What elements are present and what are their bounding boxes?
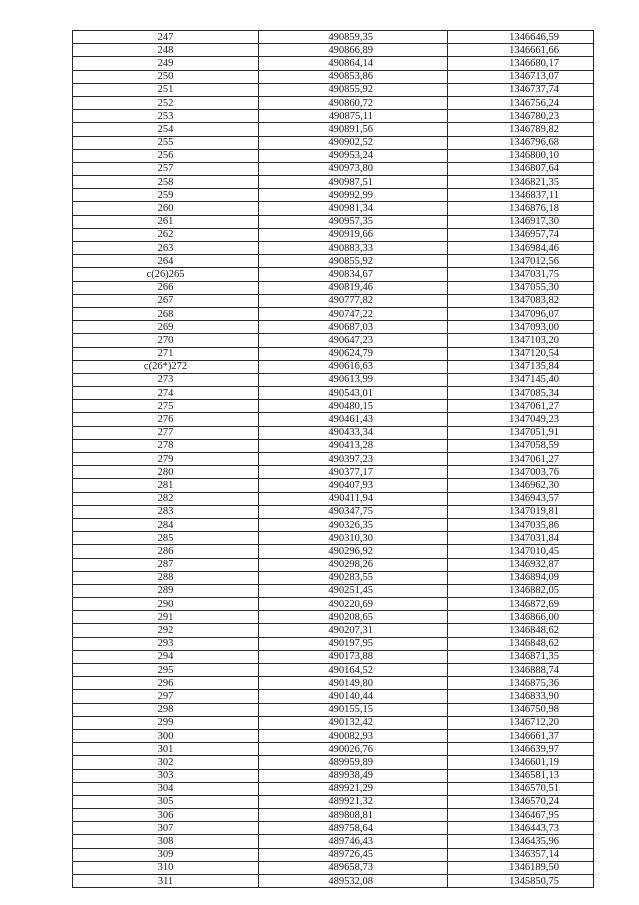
table-row (73, 176, 594, 189)
point-number-cell: 253 (73, 110, 259, 123)
point-number-cell: 305 (73, 795, 259, 808)
table-row (73, 400, 594, 413)
y-coordinate-cell: 1346894,09 (448, 571, 594, 584)
x-coordinate-cell: 490981,34 (259, 202, 448, 215)
x-coordinate-cell: 490461,43 (259, 413, 448, 426)
table-row (73, 545, 594, 558)
y-coordinate-cell: 1346680,17 (448, 57, 594, 70)
table-row (73, 57, 594, 70)
y-coordinate-cell: 1346943,57 (448, 492, 594, 505)
x-coordinate-cell: 489726,45 (259, 848, 448, 861)
point-number-cell: 295 (73, 664, 259, 677)
table-row (73, 321, 594, 334)
table-row (73, 31, 594, 44)
x-coordinate-cell: 490326,35 (259, 518, 448, 531)
y-coordinate-cell: 1347061,27 (448, 400, 594, 413)
x-coordinate-cell: 490197,95 (259, 637, 448, 650)
table-row (73, 677, 594, 690)
point-number-cell: 285 (73, 532, 259, 545)
table-row (73, 268, 594, 281)
x-coordinate-cell: 490026,76 (259, 743, 448, 756)
y-coordinate-cell: 1346917,30 (448, 215, 594, 228)
y-coordinate-cell: 1346443,73 (448, 822, 594, 835)
table-row (73, 202, 594, 215)
point-number-cell: 309 (73, 848, 259, 861)
point-number-cell: 276 (73, 413, 259, 426)
point-number-cell: 270 (73, 334, 259, 347)
point-number-cell: 292 (73, 624, 259, 637)
table-row (73, 413, 594, 426)
table-row (73, 373, 594, 386)
x-coordinate-cell: 490953,24 (259, 149, 448, 162)
x-coordinate-cell: 490834,67 (259, 268, 448, 281)
y-coordinate-cell: 1346737,74 (448, 83, 594, 96)
y-coordinate-cell: 1346639,97 (448, 743, 594, 756)
point-number-cell: 266 (73, 281, 259, 294)
point-number-cell: 287 (73, 558, 259, 571)
table-row (73, 835, 594, 848)
y-coordinate-cell: 1345850,75 (448, 875, 594, 888)
table-row (73, 729, 594, 742)
point-number-cell: 298 (73, 703, 259, 716)
x-coordinate-cell: 490860,72 (259, 96, 448, 109)
table-row (73, 242, 594, 255)
table-row (73, 492, 594, 505)
table-row (73, 123, 594, 136)
x-coordinate-cell: 489746,43 (259, 835, 448, 848)
x-coordinate-cell: 490777,82 (259, 294, 448, 307)
x-coordinate-cell: 490624,79 (259, 347, 448, 360)
point-number-cell: 271 (73, 347, 259, 360)
y-coordinate-cell: 1346467,95 (448, 809, 594, 822)
table-row (73, 466, 594, 479)
point-number-cell: 310 (73, 861, 259, 874)
point-number-cell: 260 (73, 202, 259, 215)
x-coordinate-cell: 490411,94 (259, 492, 448, 505)
y-coordinate-cell: 1347083,82 (448, 294, 594, 307)
x-coordinate-cell: 490819,46 (259, 281, 448, 294)
y-coordinate-cell: 1347003,76 (448, 466, 594, 479)
point-number-cell: 281 (73, 479, 259, 492)
point-number-cell: 257 (73, 162, 259, 175)
point-number-cell: 282 (73, 492, 259, 505)
table-row (73, 809, 594, 822)
x-coordinate-cell: 490082,93 (259, 729, 448, 742)
x-coordinate-cell: 489532,08 (259, 875, 448, 888)
point-number-cell: 255 (73, 136, 259, 149)
table-row (73, 189, 594, 202)
table-row (73, 650, 594, 663)
x-coordinate-cell: 490987,51 (259, 176, 448, 189)
x-coordinate-cell: 490413,28 (259, 439, 448, 452)
x-coordinate-cell: 490173,88 (259, 650, 448, 663)
x-coordinate-cell: 489808,81 (259, 809, 448, 822)
y-coordinate-cell: 1346875,36 (448, 677, 594, 690)
point-number-cell: 303 (73, 769, 259, 782)
x-coordinate-cell: 490298,26 (259, 558, 448, 571)
x-coordinate-cell: 489658,73 (259, 861, 448, 874)
point-number-cell: 289 (73, 584, 259, 597)
table-row (73, 584, 594, 597)
y-coordinate-cell: 1346876,18 (448, 202, 594, 215)
point-number-cell: 304 (73, 782, 259, 795)
y-coordinate-cell: 1346821,35 (448, 176, 594, 189)
point-number-cell: 302 (73, 756, 259, 769)
coordinates-table-body (73, 31, 594, 888)
point-number-cell: 269 (73, 321, 259, 334)
table-row (73, 505, 594, 518)
x-coordinate-cell: 490251,45 (259, 584, 448, 597)
y-coordinate-cell: 1347058,59 (448, 439, 594, 452)
x-coordinate-cell: 490883,33 (259, 242, 448, 255)
x-coordinate-cell: 489938,49 (259, 769, 448, 782)
point-number-cell: 286 (73, 545, 259, 558)
point-number-cell: 267 (73, 294, 259, 307)
x-coordinate-cell: 490207,31 (259, 624, 448, 637)
point-number-cell: 261 (73, 215, 259, 228)
y-coordinate-cell: 1346357,14 (448, 848, 594, 861)
y-coordinate-cell: 1346435,96 (448, 835, 594, 848)
table-row (73, 532, 594, 545)
x-coordinate-cell: 490149,80 (259, 677, 448, 690)
table-row (73, 875, 594, 888)
point-number-cell: 291 (73, 611, 259, 624)
x-coordinate-cell: 490347,75 (259, 505, 448, 518)
y-coordinate-cell: 1346848,62 (448, 624, 594, 637)
table-row (73, 453, 594, 466)
x-coordinate-cell: 490853,86 (259, 70, 448, 83)
point-number-cell: 252 (73, 96, 259, 109)
table-row (73, 96, 594, 109)
y-coordinate-cell: 1346780,23 (448, 110, 594, 123)
y-coordinate-cell: 1347051,91 (448, 426, 594, 439)
x-coordinate-cell: 490310,30 (259, 532, 448, 545)
table-row (73, 861, 594, 874)
point-number-cell: 251 (73, 83, 259, 96)
x-coordinate-cell: 490140,44 (259, 690, 448, 703)
x-coordinate-cell: 490747,22 (259, 307, 448, 320)
point-number-cell: 249 (73, 57, 259, 70)
y-coordinate-cell: 1346601,19 (448, 756, 594, 769)
point-number-cell: 279 (73, 453, 259, 466)
x-coordinate-cell: 490616,63 (259, 360, 448, 373)
y-coordinate-cell: 1346796,68 (448, 136, 594, 149)
y-coordinate-cell: 1347096,07 (448, 307, 594, 320)
y-coordinate-cell: 1347035,86 (448, 518, 594, 531)
y-coordinate-cell: 1346866,00 (448, 611, 594, 624)
x-coordinate-cell: 490919,66 (259, 228, 448, 241)
table-row (73, 110, 594, 123)
table-row (73, 743, 594, 756)
x-coordinate-cell: 490957,35 (259, 215, 448, 228)
table-row (73, 558, 594, 571)
y-coordinate-cell: 1346848,62 (448, 637, 594, 650)
table-row (73, 294, 594, 307)
point-number-cell: 308 (73, 835, 259, 848)
y-coordinate-cell: 1347031,75 (448, 268, 594, 281)
x-coordinate-cell: 490397,23 (259, 453, 448, 466)
x-coordinate-cell: 489921,29 (259, 782, 448, 795)
point-number-cell: 283 (73, 505, 259, 518)
table-row (73, 387, 594, 400)
table-row (73, 822, 594, 835)
x-coordinate-cell: 490164,52 (259, 664, 448, 677)
y-coordinate-cell: 1346932,87 (448, 558, 594, 571)
y-coordinate-cell: 1347010,45 (448, 545, 594, 558)
y-coordinate-cell: 1347120,54 (448, 347, 594, 360)
x-coordinate-cell: 489758,64 (259, 822, 448, 835)
y-coordinate-cell: 1347031,84 (448, 532, 594, 545)
table-row (73, 426, 594, 439)
table-row (73, 637, 594, 650)
y-coordinate-cell: 1346661,66 (448, 44, 594, 57)
x-coordinate-cell: 490864,14 (259, 57, 448, 70)
point-number-cell: 254 (73, 123, 259, 136)
table-row (73, 215, 594, 228)
table-row (73, 136, 594, 149)
point-number-cell: 278 (73, 439, 259, 452)
y-coordinate-cell: 1346646,59 (448, 31, 594, 44)
table-row (73, 782, 594, 795)
x-coordinate-cell: 490891,56 (259, 123, 448, 136)
point-number-cell: 280 (73, 466, 259, 479)
x-coordinate-cell: 490902,52 (259, 136, 448, 149)
y-coordinate-cell: 1346713,07 (448, 70, 594, 83)
table-row (73, 70, 594, 83)
point-number-cell: 293 (73, 637, 259, 650)
table-row (73, 848, 594, 861)
point-number-cell: 248 (73, 44, 259, 57)
point-number-cell: 262 (73, 228, 259, 241)
y-coordinate-cell: 1347085,34 (448, 387, 594, 400)
y-coordinate-cell: 1347055,30 (448, 281, 594, 294)
y-coordinate-cell: 1347061,27 (448, 453, 594, 466)
table-row (73, 769, 594, 782)
point-number-cell: 299 (73, 716, 259, 729)
x-coordinate-cell: 490973,80 (259, 162, 448, 175)
table-row (73, 347, 594, 360)
point-number-cell: 277 (73, 426, 259, 439)
point-number-cell: 307 (73, 822, 259, 835)
x-coordinate-cell: 490283,55 (259, 571, 448, 584)
x-coordinate-cell: 490855,92 (259, 255, 448, 268)
table-row (73, 703, 594, 716)
y-coordinate-cell: 1346570,24 (448, 795, 594, 808)
point-number-cell: 300 (73, 729, 259, 742)
y-coordinate-cell: 1346661,37 (448, 729, 594, 742)
table-row (73, 690, 594, 703)
x-coordinate-cell: 490543,01 (259, 387, 448, 400)
point-number-cell: 258 (73, 176, 259, 189)
x-coordinate-cell: 490433,34 (259, 426, 448, 439)
x-coordinate-cell: 490407,93 (259, 479, 448, 492)
table-row (73, 228, 594, 241)
y-coordinate-cell: 1347135,84 (448, 360, 594, 373)
y-coordinate-cell: 1347049,23 (448, 413, 594, 426)
x-coordinate-cell: 490155,15 (259, 703, 448, 716)
table-row (73, 756, 594, 769)
point-number-cell: 306 (73, 809, 259, 822)
y-coordinate-cell: 1347019,81 (448, 505, 594, 518)
y-coordinate-cell: 1346984,46 (448, 242, 594, 255)
table-row (73, 307, 594, 320)
coordinates-table (72, 30, 594, 888)
table-row (73, 162, 594, 175)
x-coordinate-cell: 490855,92 (259, 83, 448, 96)
point-number-cell: 311 (73, 875, 259, 888)
x-coordinate-cell: 489959,89 (259, 756, 448, 769)
table-row (73, 281, 594, 294)
x-coordinate-cell: 490220,69 (259, 598, 448, 611)
point-number-cell: c(26)265 (73, 268, 259, 281)
table-row (73, 479, 594, 492)
y-coordinate-cell: 1346789,82 (448, 123, 594, 136)
point-number-cell: 288 (73, 571, 259, 584)
y-coordinate-cell: 1346833,90 (448, 690, 594, 703)
x-coordinate-cell: 490859,35 (259, 31, 448, 44)
y-coordinate-cell: 1346581,13 (448, 769, 594, 782)
y-coordinate-cell: 1346837,11 (448, 189, 594, 202)
y-coordinate-cell: 1347103,20 (448, 334, 594, 347)
point-number-cell: 297 (73, 690, 259, 703)
y-coordinate-cell: 1346756,24 (448, 96, 594, 109)
y-coordinate-cell: 1346882,05 (448, 584, 594, 597)
x-coordinate-cell: 490132,42 (259, 716, 448, 729)
y-coordinate-cell: 1346872,69 (448, 598, 594, 611)
y-coordinate-cell: 1346807,64 (448, 162, 594, 175)
x-coordinate-cell: 490687,03 (259, 321, 448, 334)
table-row (73, 149, 594, 162)
y-coordinate-cell: 1346750,98 (448, 703, 594, 716)
table-row (73, 624, 594, 637)
point-number-cell: 301 (73, 743, 259, 756)
point-number-cell: 256 (73, 149, 259, 162)
point-number-cell: 290 (73, 598, 259, 611)
point-number-cell: 247 (73, 31, 259, 44)
y-coordinate-cell: 1346800,10 (448, 149, 594, 162)
y-coordinate-cell: 1346189,50 (448, 861, 594, 874)
y-coordinate-cell: 1346962,30 (448, 479, 594, 492)
x-coordinate-cell: 490296,92 (259, 545, 448, 558)
table-row (73, 611, 594, 624)
table-row (73, 795, 594, 808)
y-coordinate-cell: 1346888,74 (448, 664, 594, 677)
y-coordinate-cell: 1347093,00 (448, 321, 594, 334)
y-coordinate-cell: 1346712,20 (448, 716, 594, 729)
point-number-cell: 264 (73, 255, 259, 268)
x-coordinate-cell: 490875,11 (259, 110, 448, 123)
table-row (73, 518, 594, 531)
x-coordinate-cell: 490647,23 (259, 334, 448, 347)
x-coordinate-cell: 490866,89 (259, 44, 448, 57)
table-row (73, 360, 594, 373)
table-row (73, 716, 594, 729)
table-row (73, 571, 594, 584)
x-coordinate-cell: 489921,32 (259, 795, 448, 808)
x-coordinate-cell: 490480,15 (259, 400, 448, 413)
point-number-cell: 294 (73, 650, 259, 663)
y-coordinate-cell: 1346957,74 (448, 228, 594, 241)
x-coordinate-cell: 490208,65 (259, 611, 448, 624)
y-coordinate-cell: 1346871,35 (448, 650, 594, 663)
table-row (73, 255, 594, 268)
point-number-cell: 263 (73, 242, 259, 255)
table-row (73, 83, 594, 96)
point-number-cell: 274 (73, 387, 259, 400)
table-row (73, 334, 594, 347)
table-row (73, 598, 594, 611)
point-number-cell: 268 (73, 307, 259, 320)
table-row (73, 664, 594, 677)
table-row (73, 439, 594, 452)
point-number-cell: 296 (73, 677, 259, 690)
x-coordinate-cell: 490377,17 (259, 466, 448, 479)
x-coordinate-cell: 490992,99 (259, 189, 448, 202)
y-coordinate-cell: 1347145,40 (448, 373, 594, 386)
y-coordinate-cell: 1347012,56 (448, 255, 594, 268)
point-number-cell: 273 (73, 373, 259, 386)
point-number-cell: c(26*)272 (73, 360, 259, 373)
table-row (73, 44, 594, 57)
point-number-cell: 259 (73, 189, 259, 202)
point-number-cell: 284 (73, 518, 259, 531)
point-number-cell: 250 (73, 70, 259, 83)
x-coordinate-cell: 490613,99 (259, 373, 448, 386)
point-number-cell: 275 (73, 400, 259, 413)
y-coordinate-cell: 1346570,51 (448, 782, 594, 795)
